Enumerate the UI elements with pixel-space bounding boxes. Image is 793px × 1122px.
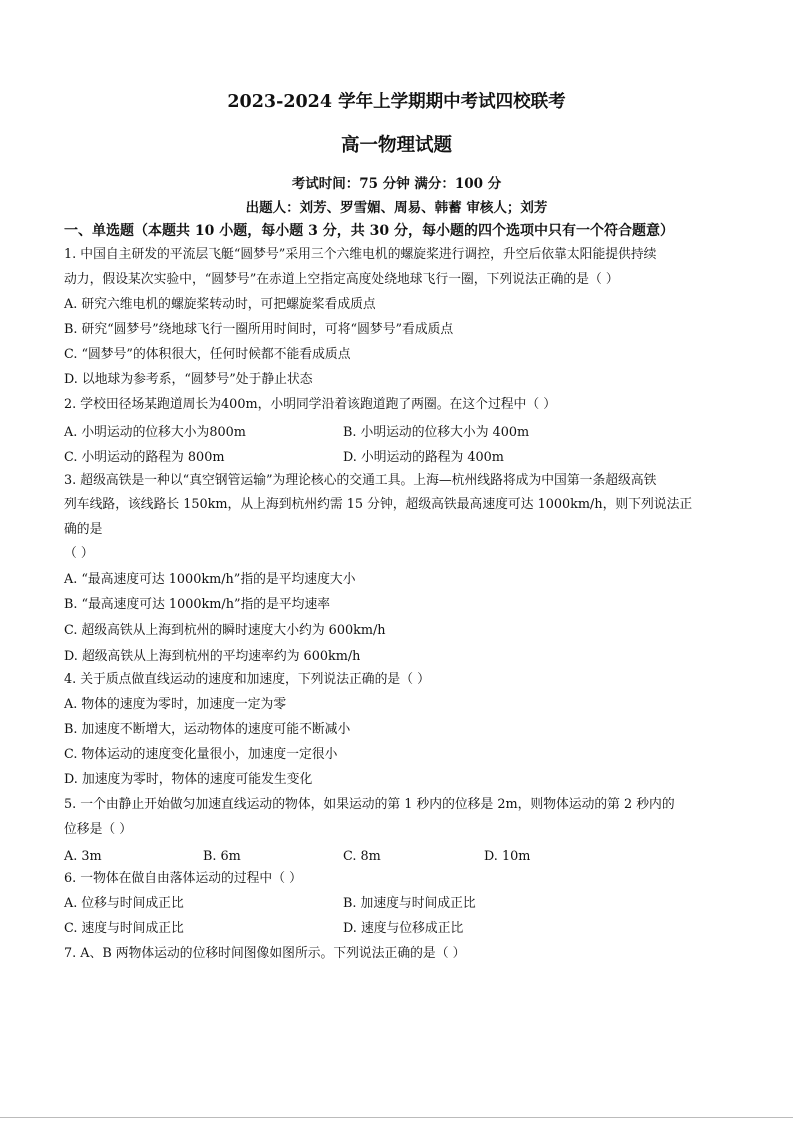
q1-stem-line1: 1. 中国自主研发的平流层飞艇“圆梦号”采用三个六维电机的螺旋桨进行调控，升空后依靠太阳能提供持续 — [64, 247, 657, 262]
q1-option-a: A. 研究六维电机的螺旋桨转动时，可把螺旋桨看成质点 — [64, 297, 376, 312]
q1-option-d: D. 以地球为参考系，“圆梦号”处于静止状态 — [64, 372, 313, 387]
page-bottom-rule — [0, 1117, 793, 1118]
q3-stem-line1: 3. 超级高铁是一种以“真空钢管运输”为理论核心的交通工具。上海—杭州线路将成为中国第一条超级高铁 — [64, 473, 657, 488]
q2-option-d: D. 小明运动的路程为 400m — [343, 450, 504, 465]
q5-option-c: C. 8m — [343, 849, 381, 864]
q1-option-c: C. “圆梦号”的体积很大，任何时候都不能看成质点 — [64, 347, 351, 362]
q4-option-b: B. 加速度不断增大，运动物体的速度可能不断减小 — [64, 722, 351, 737]
exam-title: 2023-2024 学年上学期期中考试四校联考 — [227, 92, 566, 112]
exam-subtitle: 高一物理试题 — [340, 135, 452, 156]
q3-stem-line2: 列车线路，该线路长 150km，从上海到杭州约需 15 分钟，超级高铁最高速度可达 1000km/h，则下列说法正 — [64, 497, 693, 512]
q4-option-d: D. 加速度为零时，物体的速度可能发生变化 — [64, 772, 313, 787]
q6-option-d: D. 速度与位移成正比 — [343, 921, 464, 936]
q7-stem: 7. A、B 两物体运动的位移时间图像如图所示。下列说法正确的是（ ） — [64, 946, 466, 961]
q4-option-c: C. 物体运动的速度变化量很小，加速度一定很小 — [64, 747, 338, 762]
q6-option-a: A. 位移与时间成正比 — [64, 896, 184, 911]
exam-authors: 出题人：刘芳、罗雪媚、周易、韩蓄 审核人；刘芳 — [245, 200, 548, 216]
section-heading: 一、单选题（本题共 10 小题，每小题 3 分，共 30 分，每小题的四个选项中只有一个符合题意） — [64, 223, 674, 239]
q6-stem: 6. 一物体在做自由落体运动的过程中（ ） — [64, 871, 302, 886]
q2-option-a: A. 小明运动的位移大小为800m — [64, 425, 246, 440]
q5-option-d: D. 10m — [484, 849, 531, 864]
q3-option-c: C. 超级高铁从上海到杭州的瞬时速度大小约为 600km/h — [64, 623, 386, 638]
q3-stem-line4: （ ） — [64, 546, 94, 561]
q6-option-c: C. 速度与时间成正比 — [64, 921, 184, 936]
q1-stem-line2: 动力，假设某次实验中，“圆梦号”在赤道上空指定高度处绕地球飞行一圈，下列说法正确的是（ ） — [64, 272, 619, 287]
q6-option-b: B. 加速度与时间成正比 — [343, 896, 476, 911]
q3-stem-line3: 确的是 — [64, 522, 103, 537]
exam-info: 考试时间：75 分钟 满分：100 分 — [291, 176, 502, 192]
q3-option-a: A. “最高速度可达 1000km/h”指的是平均速度大小 — [64, 572, 356, 587]
q2-stem: 2. 学校田径场某跑道周长为400m，小明同学沿着该跑道跑了两圈。在这个过程中（ ） — [64, 397, 556, 412]
q5-stem-line2: 位移是（ ） — [64, 822, 133, 837]
q3-option-b: B. “最高速度可达 1000km/h”指的是平均速率 — [64, 597, 331, 612]
q4-option-a: A. 物体的速度为零时，加速度一定为零 — [64, 697, 287, 712]
q2-option-c: C. 小明运动的路程为 800m — [64, 450, 225, 465]
q5-option-a: A. 3m — [64, 849, 102, 864]
q5-stem-line1: 5. 一个由静止开始做匀加速直线运动的物体，如果运动的第 1 秒内的位移是 2m，则物体运动的第 2 秒内的 — [64, 797, 675, 812]
q4-stem: 4. 关于质点做直线运动的速度和加速度，下列说法正确的是（ ） — [64, 672, 430, 687]
q2-option-b: B. 小明运动的位移大小为 400m — [343, 425, 530, 440]
q3-option-d: D. 超级高铁从上海到杭州的平均速率约为 600km/h — [64, 649, 361, 664]
q1-option-b: B. 研究“圆梦号”绕地球飞行一圈所用时间时，可将“圆梦号”看成质点 — [64, 322, 454, 337]
q5-option-b: B. 6m — [203, 849, 241, 864]
